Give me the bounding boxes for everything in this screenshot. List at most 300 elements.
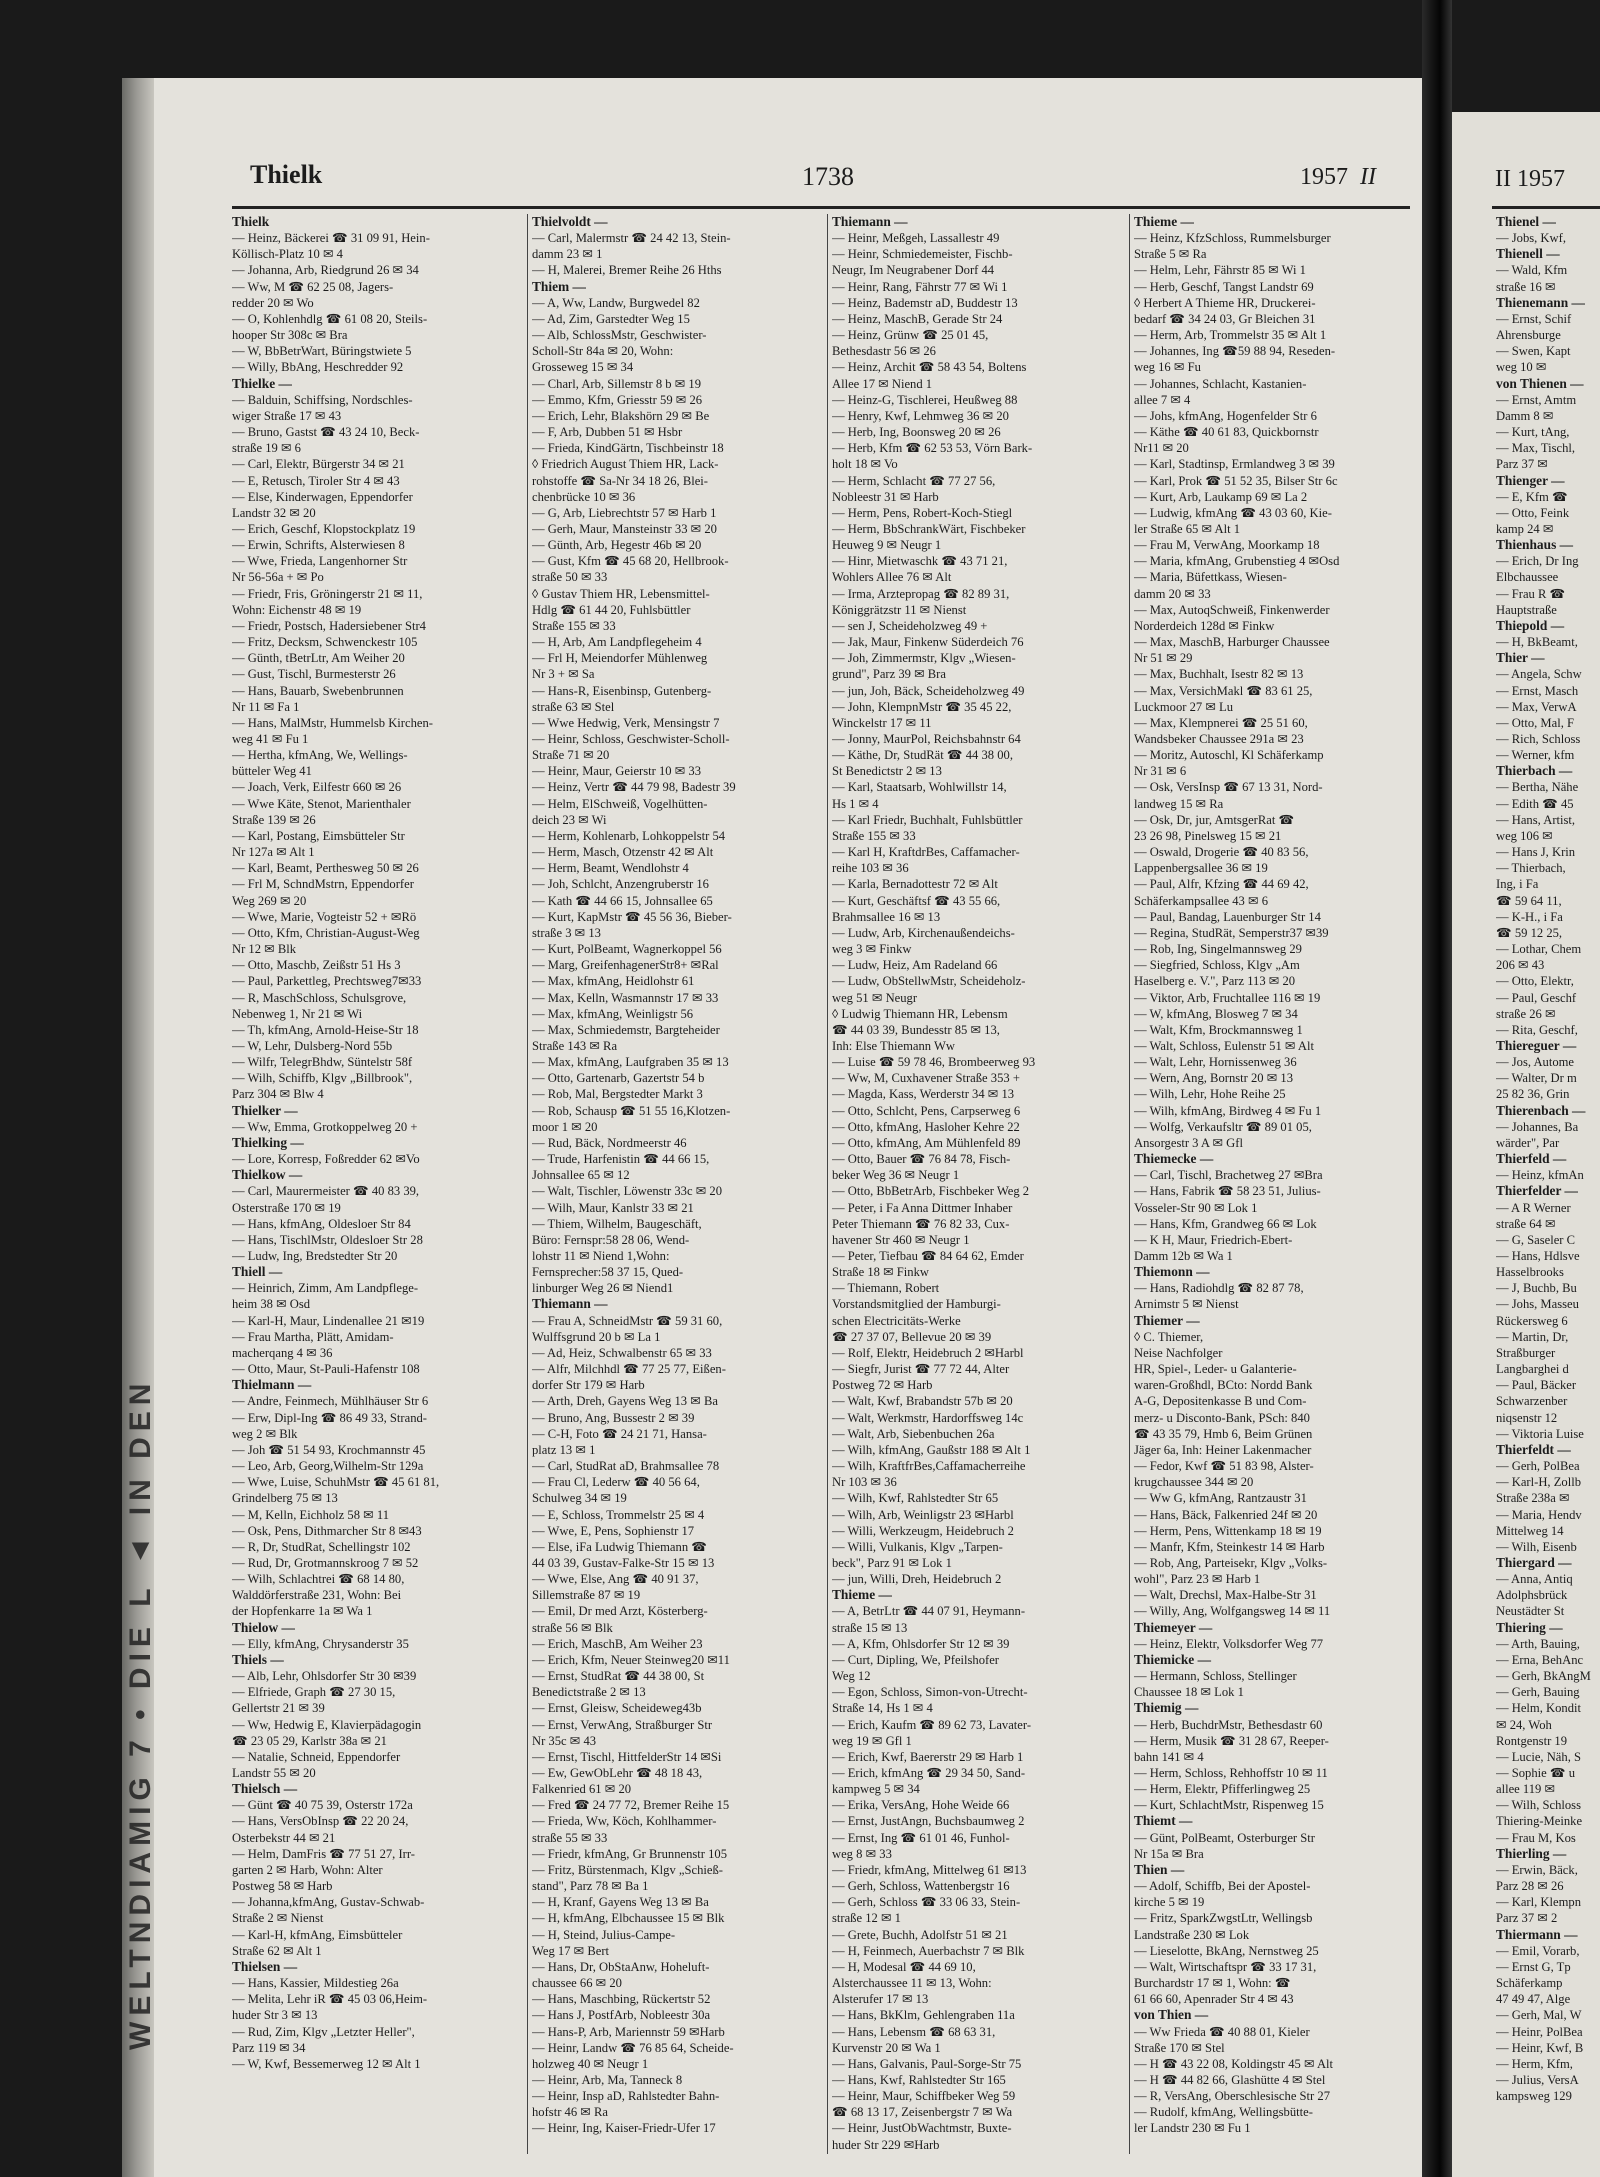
- directory-entry-line: ler Landstr 230 ✉ Fu 1: [1134, 2121, 1251, 2136]
- directory-entry-line: Ansorgestr 3 A ✉ Gfl: [1134, 1135, 1243, 1150]
- directory-entry-line: — Siegfr, Jurist ☎ 77 72 44, Alter: [832, 1362, 1010, 1377]
- directory-entry-line: — Grete, Buchh, Adolfstr 51 ✉ 21: [832, 1927, 1008, 1942]
- directory-entry-line: — Rud, Dr, Grotmannskroog 7 ✉ 52: [232, 1555, 419, 1570]
- directory-entry-line: — Wilh, Schiffb, Klgv „Billbrook",: [232, 1071, 413, 1086]
- directory-entry-line: — Ludw, ObStellwMstr, Scheideholz-: [832, 974, 1026, 989]
- directory-entry-line: — Karl H, KraftdrBes, Caffamacher-: [832, 845, 1020, 860]
- directory-entry-line: — Gerh, Bauing: [1496, 1685, 1580, 1700]
- directory-entry-line: — Max, kfmAng, Laufgraben 35 ✉ 13: [532, 1055, 729, 1070]
- directory-entry-line: der Hopfenkarre 1a ✉ Wa 1: [232, 1604, 373, 1619]
- column-divider: [827, 214, 828, 2154]
- directory-entry-line: — Alfr, Milchhdl ☎ 77 25 77, Eißen-: [532, 1362, 726, 1377]
- directory-entry-line: — Gust, Tischl, Burmesterstr 26: [232, 667, 396, 682]
- directory-entry-line: deich 23 ✉ Wi: [532, 812, 607, 827]
- page-number: 1738: [802, 162, 854, 191]
- directory-entry-line: Burchardstr 17 ✉ 1, Wohn: ☎: [1134, 1976, 1291, 1991]
- directory-entry-line: Thierenbach —: [1496, 1102, 1586, 1118]
- directory-entry-line: Parz 119 ✉ 34: [232, 2040, 306, 2055]
- directory-entry-line: Chaussee 18 ✉ Lok 1: [1134, 1685, 1244, 1700]
- directory-entry-line: — Heinr, PolBea: [1496, 2024, 1583, 2039]
- directory-entry-line: — Hans, Galvanis, Paul-Sorge-Str 75: [832, 2056, 1022, 2071]
- directory-entry-line: — Wald, Kfm: [1496, 263, 1568, 278]
- directory-entry-line: — Heinr, Meßgeh, Lassallestr 49: [832, 231, 1000, 246]
- directory-entry-line: — Hertha, kfmAng, We, Wellings-: [232, 748, 408, 763]
- directory-entry-line: — Carl, StudRat aD, Brahmsallee 78: [532, 1459, 720, 1474]
- directory-entry-line: — Bruno, Gastst ☎ 43 24 10, Beck-: [232, 425, 420, 440]
- directory-entry-line: — Jak, Maur, Finkenw Süderdeich 76: [832, 635, 1024, 650]
- directory-entry-line: — Walt, Arb, Siebenbuchen 26a: [832, 1426, 995, 1441]
- directory-entry-line: — F, Arb, Dubben 51 ✉ Hsbr: [532, 425, 683, 440]
- directory-entry-line: — Jobs, Kwf,: [1496, 231, 1566, 246]
- directory-entry-line: Straße 2 ✉ Nienst: [232, 1911, 324, 1926]
- directory-entry-line: — Erich, kfmAng ☎ 29 34 50, Sand-: [832, 1766, 1026, 1780]
- directory-entry-line: Rontgenstr 19: [1496, 1733, 1568, 1748]
- directory-entry-line: — Kurt, Geschäftsf ☎ 43 55 66,: [832, 893, 1001, 908]
- directory-entry-line: ☎ 44 03 39, Bundesstr 85 ✉ 13,: [832, 1022, 1000, 1037]
- directory-entry-line: — Herm, Pens, Robert-Koch-Stiegl: [832, 505, 1013, 520]
- directory-entry-line: — Otto, kfmAng, Am Mühlenfeld 89: [832, 1135, 1021, 1150]
- directory-entry-line: — Herm, BbSchrankWärt, Fischbeker: [832, 521, 1026, 536]
- directory-entry-line: Nr 56-56a + ✉ Po: [232, 570, 324, 585]
- directory-entry-line: — sen J, Scheideholzweg 49 +: [832, 618, 988, 633]
- directory-entry-line: — Bruno, Ang, Bussestr 2 ✉ 39: [532, 1410, 695, 1425]
- directory-entry-line: — W, Lehr, Dulsberg-Nord 55b: [232, 1038, 393, 1053]
- directory-entry-line: beck", Parz 91 ✉ Lok 1: [832, 1555, 952, 1570]
- directory-entry-line: ☎ 27 37 07, Bellevue 20 ✉ 39: [832, 1329, 992, 1344]
- directory-entry-line: beker Weg 36 ✉ Neugr 1: [832, 1168, 960, 1183]
- directory-entry-line: Köllisch-Platz 10 ✉ 4: [232, 247, 343, 262]
- directory-entry-line: — Wwe, Luise, SchuhMstr ☎ 45 61 81,: [232, 1475, 440, 1490]
- directory-entry-line: — Wilh, Schlachtrei ☎ 68 14 80,: [232, 1572, 405, 1587]
- directory-entry-line: Neustädter St: [1496, 1604, 1565, 1619]
- directory-entry-line: macherqang 4 ✉ 36: [232, 1345, 333, 1360]
- directory-entry-line: — Karl-H, Zollb: [1496, 1475, 1581, 1490]
- directory-entry-line: — Kath ☎ 44 66 15, Johnsallee 65: [532, 893, 713, 908]
- directory-entry-line: Thielsen —: [232, 1958, 298, 1974]
- directory-entry-line: Brahmsallee 16 ✉ 13: [832, 909, 941, 924]
- directory-entry-line: — Regina, StudRät, Semperstr37 ✉39: [1134, 925, 1329, 940]
- directory-entry-line: — Elfriede, Graph ☎ 27 30 15,: [232, 1685, 396, 1700]
- directory-entry-line: Thiemonn —: [1134, 1264, 1210, 1280]
- directory-entry-line: — Heinz, Grünw ☎ 25 01 45,: [832, 328, 989, 343]
- directory-entry-line: — Moritz, Autoschl, Kl Schäferkamp: [1134, 748, 1324, 763]
- directory-entry-line: — R, MaschSchloss, Schulsgrove,: [232, 990, 407, 1005]
- directory-entry-line: — Hans J, Krin: [1496, 845, 1576, 860]
- directory-entry-line: — G, Arb, Liebrechtstr 57 ✉ Harb 1: [532, 505, 717, 520]
- directory-entry-line: Peter Thiemann ☎ 76 82 33, Cux-: [832, 1216, 1010, 1231]
- directory-entry-line: — Ad, Zim, Garstedter Weg 15: [532, 311, 690, 326]
- directory-entry-line: — Joh, Schlcht, Anzengruberstr 16: [532, 877, 709, 892]
- directory-entry-line: — Max, VerwA: [1496, 699, 1577, 714]
- directory-entry-line: — Trude, Harfenistin ☎ 44 66 15,: [532, 1152, 710, 1167]
- directory-entry-line: Damm 12b ✉ Wa 1: [1134, 1249, 1233, 1263]
- directory-entry-line: — Osk, Pens, Dithmarcher Str 8 ✉43: [232, 1523, 422, 1538]
- directory-entry-line: Alsterchaussee 11 ✉ 13, Wohn:: [832, 1976, 992, 1991]
- directory-entry-line: Mittelweg 14: [1496, 1523, 1564, 1538]
- directory-entry-line: — Ww, M, Cuxhavener Straße 353 +: [832, 1071, 1020, 1086]
- directory-entry-line: — Paul, Bandag, Lauenburger Str 14: [1134, 909, 1321, 924]
- directory-entry-line: weg 10 ✉: [1496, 360, 1547, 375]
- directory-entry-line: Thierling —: [1496, 1845, 1567, 1861]
- directory-entry-line: — Else, Kinderwagen, Eppendorfer: [232, 489, 413, 504]
- directory-entry-line: — Egon, Schloss, Simon-von-Utrecht-: [832, 1685, 1028, 1700]
- directory-entry-line: — H, Kranf, Gayens Weg 13 ✉ Ba: [532, 1895, 709, 1910]
- directory-entry-line: ☎ 43 35 79, Hmb 6, Beim Grünen: [1134, 1426, 1313, 1441]
- directory-entry-line: Schwarzenber: [1496, 1394, 1568, 1409]
- directory-entry-line: Thierfeldt —: [1496, 1441, 1571, 1457]
- directory-entry-line: straße 26 ✉: [1496, 1006, 1556, 1021]
- directory-entry-line: — Herm, Masch, Otzenstr 42 ✉ Alt: [532, 845, 714, 860]
- directory-entry-line: damm 20 ✉ 33: [1134, 586, 1211, 601]
- directory-entry-line: — Emil, Dr med Arzt, Kösterberg-: [532, 1604, 708, 1619]
- directory-entry-line: — Edith ☎ 45: [1496, 796, 1574, 811]
- directory-entry-line: Alsterufer 17 ✉ 13: [832, 1992, 929, 2007]
- directory-entry-line: Wohn: Eichenstr 48 ✉ 19: [232, 602, 362, 617]
- directory-entry-line: Königgrätzstr 11 ✉ Nienst: [832, 602, 967, 617]
- directory-entry-line: — Johs, kfmAng, Hogenfelder Str 6: [1134, 408, 1317, 423]
- header-keyword: Thielk: [250, 160, 323, 189]
- directory-entry-line: allee 7 ✉ 4: [1134, 392, 1191, 407]
- directory-entry-line: ✉ 24, Woh: [1496, 1717, 1552, 1732]
- directory-entry-line: — Willy, Ang, Wolfgangsweg 14 ✉ 11: [1134, 1604, 1331, 1619]
- directory-entry-line: — Karl, Postang, Eimsbütteler Str: [232, 828, 405, 843]
- directory-entry-line: Thielking —: [232, 1134, 304, 1150]
- directory-entry-line: — Ernst, Amtm: [1496, 392, 1577, 407]
- directory-entry-line: — Otto, Schlcht, Pens, Carpserweg 6: [832, 1103, 1021, 1118]
- directory-entry-line: — Ernst, Ing ☎ 61 01 46, Funhol-: [832, 1830, 1010, 1845]
- directory-entry-line: Thiemig —: [1134, 1700, 1199, 1716]
- directory-entry-line: straße 55 ✉ 33: [532, 1830, 608, 1845]
- directory-entry-line: Thiemer —: [1134, 1312, 1200, 1328]
- directory-entry-line: Thien —: [1134, 1861, 1185, 1877]
- directory-entry-line: Jäger 6a, Inh: Heiner Lakenmacher: [1134, 1442, 1312, 1457]
- directory-entry-line: chenbrücke 10 ✉ 36: [532, 489, 636, 504]
- directory-entry-line: — Frau A, SchneidMstr ☎ 59 31 60,: [532, 1313, 723, 1328]
- directory-entry-line: — Ernst, Tischl, HittfelderStr 14 ✉Si: [532, 1749, 722, 1764]
- directory-entry-line: — Karl, Prok ☎ 51 52 35, Bilser Str 6c: [1134, 473, 1338, 488]
- directory-entry-line: Neise Nachfolger: [1134, 1345, 1223, 1360]
- directory-entry-line: — Kurt, PolBeamt, Wagnerkoppel 56: [532, 942, 722, 957]
- directory-entry-line: — Paul, Bäcker: [1496, 1378, 1577, 1393]
- directory-entry-line: — Otto, Elektr,: [1496, 974, 1574, 989]
- directory-entry-line: — Wwe Käte, Stenot, Marienthaler: [232, 796, 411, 811]
- directory-entry-line: — Hermann, Schloss, Stellinger: [1134, 1669, 1297, 1684]
- directory-entry-line: Nobleestr 31 ✉ Harb: [832, 489, 939, 504]
- directory-entry-line: — Ernst, Schif: [1496, 311, 1572, 326]
- directory-entry-line: — Hans, Kassier, Mildestieg 26a: [232, 1976, 399, 1991]
- directory-entry-line: — Paul, Alfr, Kfzing ☎ 44 69 42,: [1134, 877, 1309, 892]
- directory-entry-line: — Rud, Bäck, Nordmeerstr 46: [532, 1135, 687, 1150]
- directory-entry-line: — Karl Friedr, Buchhalt, Fuhlsbüttler: [832, 812, 1023, 827]
- directory-entry-line: — Gerh, Schloss ☎ 33 06 33, Stein-: [832, 1895, 1021, 1910]
- directory-entry-line: — Heinz, Elektr, Volksdorfer Weg 77: [1134, 1636, 1324, 1651]
- directory-entry-line: — Rob, Ing, Singelmannsweg 29: [1134, 942, 1302, 957]
- directory-entry-line: — Curt, Dipling, We, Pfeilshofer: [832, 1652, 1000, 1667]
- directory-entry-line: Thiereguer —: [1496, 1037, 1577, 1053]
- directory-entry-line: — Frieda, KindGärtn, Tischbeinstr 18: [532, 441, 724, 456]
- directory-entry-line: straße 56 ✉ Blk: [532, 1620, 613, 1635]
- directory-entry-line: — Ludw, Heiz, Am Radeland 66: [832, 958, 998, 973]
- directory-entry-line: — Erich, Geschf, Klopstockplatz 19: [232, 521, 416, 536]
- directory-entry-line: wiger Straße 17 ✉ 43: [232, 408, 342, 423]
- directory-entry-line: reihe 103 ✉ 36: [832, 861, 909, 876]
- directory-entry-line: — Otto, BbBetrArb, Fischbeker Weg 2: [832, 1184, 1030, 1199]
- directory-entry-line: — Frau M, Kos: [1496, 1830, 1576, 1845]
- right-header-rule: [1492, 206, 1600, 209]
- directory-entry-line: — E, Retusch, Tiroler Str 4 ✉ 43: [232, 473, 400, 488]
- directory-entry-line: — Helm, Lehr, Fährstr 85 ✉ Wi 1: [1134, 263, 1306, 278]
- directory-entry-line: Straße 14, Hs 1 ✉ 4: [832, 1701, 933, 1716]
- directory-entry-line: Scholl-Str 84a ✉ 20, Wohn:: [532, 344, 674, 359]
- directory-entry-line: Büro: Fernspr:58 28 06, Wend-: [532, 1232, 690, 1247]
- directory-entry-line: von Thienen —: [1496, 375, 1584, 391]
- directory-entry-line: krugchaussee 344 ✉ 20: [1134, 1475, 1254, 1490]
- directory-entry-line: — Hans, Bäck, Falkenried 24f ✉ 20: [1134, 1507, 1318, 1522]
- directory-entry-line: — Gerh, Mal, W: [1496, 2008, 1582, 2023]
- directory-entry-line: Neugr, Im Neugrabener Dorf 44: [832, 263, 995, 278]
- directory-entry-line: — Hans, Kfm, Grandweg 66 ✉ Lok: [1134, 1216, 1317, 1231]
- directory-entry-line: — G, Saseler C: [1496, 1232, 1576, 1247]
- directory-entry-line: — K H, Maur, Friedrich-Ebert-: [1134, 1232, 1293, 1247]
- directory-entry-line: — Johs, Masseu: [1496, 1297, 1579, 1312]
- directory-entry-line: — H, BkBeamt,: [1496, 635, 1578, 650]
- directory-entry-line: heim 38 ✉ Osd: [232, 1297, 311, 1312]
- directory-entry-line: Landstr 32 ✉ 20: [232, 505, 316, 520]
- directory-entry-line: — Friedr, Postsch, Hadersiebener Str4: [232, 618, 426, 633]
- directory-entry-line: moor 1 ✉ 20: [532, 1119, 598, 1134]
- directory-entry-line: — A, Ww, Landw, Burgwedel 82: [532, 295, 700, 310]
- directory-entry-line: linburger Weg 26 ✉ Niend1: [532, 1281, 674, 1296]
- directory-entry-line: — Käthe, Dr, StudRät ☎ 44 38 00,: [832, 748, 1013, 763]
- directory-entry-line: — Wilh, Maur, Kanlstr 33 ✉ 21: [532, 1200, 694, 1215]
- book-gutter: [1422, 0, 1452, 2177]
- directory-entry-line: Osterbekstr 44 ✉ 21: [232, 1830, 336, 1845]
- directory-entry-line: — Heinrich, Zimm, Am Landpflege-: [232, 1281, 419, 1296]
- directory-entry-line: — Herm, Beamt, Wendlohstr 4: [532, 861, 689, 876]
- directory-entry-line: Osterstraße 170 ✉ 19: [232, 1200, 341, 1215]
- directory-entry-line: Schäferkampsallee 43 ✉ 6: [1134, 893, 1268, 908]
- directory-entry-line: — Helm, Kondit: [1496, 1701, 1582, 1716]
- directory-entry-line: — Viktoria Luise: [1496, 1426, 1584, 1441]
- directory-entry-line: Thielkow —: [232, 1167, 303, 1183]
- directory-entry-line: — Heinr, Kwf, B: [1496, 2040, 1584, 2055]
- directory-entry-line: — Karl, Stadtinsp, Ermlandweg 3 ✉ 39: [1134, 457, 1335, 472]
- directory-entry-line: — E, Schloss, Trommelstr 25 ✉ 4: [532, 1507, 705, 1522]
- directory-entry-line: weg 41 ✉ Fu 1: [232, 732, 309, 746]
- directory-entry-line: Schäferkamp: [1496, 1976, 1563, 1991]
- directory-entry-line: — Hinr, Mietwaschk ☎ 43 71 21,: [832, 554, 1008, 569]
- directory-entry-line: — J, Buchb, Bu: [1496, 1281, 1577, 1296]
- directory-entry-line: — Walt, Lehr, Hornissenweg 36: [1134, 1055, 1297, 1070]
- directory-entry-line: Nr11 ✉ 20: [1134, 441, 1189, 456]
- directory-entry-line: — Frau Martha, Plätt, Amidam-: [232, 1329, 394, 1344]
- directory-entry-line: — Peter, Tiefbau ☎ 84 64 62, Emder: [832, 1249, 1024, 1263]
- directory-entry-line: — Ww Frieda ☎ 40 88 01, Kieler: [1134, 2024, 1310, 2039]
- directory-entry-line: — Erich, Kwf, Baererstr 29 ✉ Harb 1: [832, 1749, 1024, 1764]
- directory-entry-line: Wohlers Allee 76 ✉ Alt: [832, 570, 952, 585]
- directory-entry-line: — John, KlempnMstr ☎ 35 45 22,: [832, 699, 1012, 714]
- directory-entry-line: Thienel —: [1496, 214, 1556, 229]
- directory-entry-line: Thiemicke —: [1134, 1651, 1211, 1667]
- directory-entry-line: Thiels —: [232, 1651, 284, 1667]
- directory-entry-line: Weg 17 ✉ Bert: [532, 1943, 610, 1958]
- directory-entry-line: weg 16 ✉ Fu: [1134, 360, 1201, 375]
- directory-entry-line: Kurvenstr 20 ✉ Wa 1: [832, 2040, 941, 2055]
- directory-entry-line: — Herm, Elektr, Pfifferlingweg 25: [1134, 1782, 1311, 1797]
- directory-entry-line: Straße 155 ✉ 33: [532, 618, 616, 633]
- directory-entry-line: — Walt, Kfm, Brockmannsweg 1: [1134, 1022, 1303, 1037]
- directory-entry-line: Weg 269 ✉ 20: [232, 893, 307, 908]
- directory-entry-line: platz 13 ✉ 1: [532, 1442, 596, 1457]
- directory-entry-line: St Benedictstr 2 ✉ 13: [832, 764, 942, 779]
- directory-entry-line: — Carl, Maurermeister ☎ 40 83 39,: [232, 1184, 420, 1199]
- directory-entry-line: Adolphsbrück: [1496, 1588, 1568, 1603]
- directory-entry-line: Vosseler-Str 90 ✉ Lok 1: [1134, 1200, 1258, 1215]
- directory-entry-line: — Thiem, Wilhelm, Baugeschäft,: [532, 1216, 702, 1231]
- directory-entry-line: — Alb, SchlossMstr, Geschwister-: [532, 328, 707, 343]
- directory-entry-line: — R, Dr, StudRat, Schellingstr 102: [232, 1539, 411, 1554]
- directory-entry-line: — Andre, Feinmech, Mühlhäuser Str 6: [232, 1394, 429, 1409]
- directory-entry-line: — Walter, Dr m: [1496, 1071, 1577, 1086]
- directory-entry-line: — Wwe, Frieda, Langenhorner Str: [232, 554, 408, 569]
- directory-entry-line: Langbarghei d: [1496, 1362, 1569, 1377]
- directory-entry-line: ☎ 68 13 17, Zeisenbergstr 7 ✉ Wa: [832, 2105, 1013, 2120]
- directory-entry-line: — Ernst, Masch: [1496, 683, 1579, 698]
- directory-entry-line: — Fritz, Bürstenmach, Klgv „Schieß-: [532, 1862, 723, 1877]
- directory-entry-line: — Rud, Zim, Klgv „Letzter Heller",: [232, 2024, 415, 2039]
- directory-entry-line: Thielke —: [232, 375, 292, 391]
- directory-entry-line: Parz 304 ✉ Blw 4: [232, 1087, 324, 1102]
- directory-entry-line: niqsenstr 12: [1496, 1410, 1558, 1425]
- directory-entry-line: — Herm, Musik ☎ 31 28 67, Reeper-: [1134, 1733, 1329, 1748]
- directory-entry-line: 206 ✉ 43: [1496, 958, 1545, 973]
- directory-entry-line: — Ad, Heiz, Schwalbenstr 65 ✉ 33: [532, 1345, 712, 1360]
- directory-entry-line: — Rolf, Elektr, Heidebruch 2 ✉Harbl: [832, 1345, 1024, 1360]
- directory-entry-line: — H, Feinmech, Auerbachstr 7 ✉ Blk: [832, 1943, 1025, 1958]
- directory-entry-line: — Wilh, Eisenb: [1496, 1539, 1577, 1554]
- directory-entry-line: — Kurt, SchlachtMstr, Rispenweg 15: [1134, 1798, 1324, 1813]
- directory-entry-line: — Walt, Werkmstr, Hardorffsweg 14c: [832, 1410, 1024, 1425]
- directory-entry-line: — Friedr, kfmAng, Mittelweg 61 ✉13: [832, 1862, 1027, 1877]
- directory-entry-line: Hdlg ☎ 61 44 20, Fuhlsbüttler: [532, 602, 691, 617]
- directory-entry-line: Thierbach —: [1496, 763, 1573, 779]
- directory-entry-line: — Erw, Dipl-Ing ☎ 86 49 33, Strand-: [232, 1410, 428, 1425]
- directory-entry-line: hofstr 46 ✉ Ra: [532, 2105, 608, 2120]
- directory-entry-line: — Joach, Verk, Eilfestr 660 ✉ 26: [232, 780, 402, 795]
- directory-entry-line: Thiergard —: [1496, 1554, 1572, 1570]
- directory-entry-line: — Otto, Maschb, Zeißstr 51 Hs 3: [232, 958, 401, 973]
- directory-entry-line: — Hans, Fabrik ☎ 58 23 51, Julius-: [1134, 1184, 1321, 1199]
- directory-entry-line: Thiem —: [532, 278, 586, 294]
- directory-entry-line: — Karl, Staatsarb, Wohlwillstr 14,: [832, 780, 1007, 795]
- directory-entry-line: — Hans, Maschbing, Rückertstr 52: [532, 1992, 711, 2007]
- directory-entry-line: ☎ 59 12 25,: [1496, 925, 1563, 940]
- directory-entry-line: Nebenweg 1, Nr 21 ✉ Wi: [232, 1006, 363, 1021]
- directory-entry-line: straße 3 ✉ 13: [532, 925, 601, 940]
- directory-entry-line: Bethesdastr 56 ✉ 26: [832, 344, 936, 359]
- directory-entry-line: Thieme —: [1134, 214, 1194, 229]
- directory-entry-line: weg 51 ✉ Neugr: [832, 990, 918, 1005]
- directory-entry-line: Straße 139 ✉ 26: [232, 812, 316, 827]
- directory-entry-line: — Lothar, Chem: [1496, 942, 1582, 957]
- directory-entry-line: ler Straße 65 ✉ Alt 1: [1134, 521, 1241, 536]
- directory-entry-line: — Otto, Gartenarb, Gazertstr 54 b: [532, 1071, 705, 1086]
- directory-entry-line: — Viktor, Arb, Fruchtallee 116 ✉ 19: [1134, 990, 1321, 1005]
- directory-entry-line: — Hans, Dr, ObStaAnw, Hoheluft-: [532, 1959, 710, 1974]
- directory-entry-line: — Max, MaschB, Harburger Chaussee: [1134, 635, 1330, 650]
- directory-entry-line: — Ww G, kfmAng, Rantzaustr 31: [1134, 1491, 1307, 1506]
- directory-entry-line: — Fritz, SparkZwgstLtr, Wellingsb: [1134, 1911, 1313, 1926]
- directory-entry-line: — Fritz, Decksm, Schwenckestr 105: [232, 635, 418, 650]
- directory-entry-line: — Natalie, Schneid, Eppendorfer: [232, 1749, 401, 1764]
- directory-entry-line: Falkenried 61 ✉ 20: [532, 1782, 632, 1797]
- directory-entry-line: — Henry, Kwf, Lehmweg 36 ✉ 20: [832, 408, 1009, 423]
- directory-entry-line: — Carl, Malermstr ☎ 24 42 13, Stein-: [532, 231, 731, 246]
- directory-entry-line: kamp 24 ✉: [1496, 521, 1554, 536]
- directory-entry-line: — Herm, Pens, Wittenkamp 18 ✉ 19: [1134, 1523, 1322, 1538]
- directory-entry-line: HR, Spiel-, Leder- u Galanterie-: [1134, 1362, 1297, 1377]
- directory-entry-line: — Herm, Kfm,: [1496, 2056, 1573, 2071]
- directory-entry-line: — Max, kfmAng, Heidlohstr 61: [532, 974, 695, 989]
- directory-entry-line: — Willi, Werkzeugm, Heidebruch 2: [832, 1523, 1014, 1538]
- directory-entry-line: Parz 28 ✉ 26: [1496, 1879, 1564, 1894]
- directory-entry-line: Thienemann —: [1496, 294, 1585, 310]
- directory-entry-line: — Wwe, E, Pens, Sophienstr 17: [532, 1523, 695, 1538]
- directory-entry-line: — Alb, Lehr, Ohlsdorfer Str 30 ✉39: [232, 1669, 417, 1684]
- directory-entry-line: Inh: Else Thiemann Ww: [832, 1038, 955, 1053]
- directory-entry-line: — Erwin, Schrifts, Alsterwiesen 8: [232, 538, 405, 553]
- directory-entry-line: — Frau Cl, Lederw ☎ 40 56 64,: [532, 1475, 700, 1490]
- directory-entry-line: Thieme —: [832, 1587, 892, 1603]
- directory-entry-line: Thienell —: [1496, 246, 1560, 262]
- directory-entry-line: weg 2 ✉ Blk: [232, 1426, 298, 1441]
- directory-entry-line: holt 18 ✉ Vo: [832, 457, 898, 472]
- directory-entry-line: chaussee 66 ✉ 20: [532, 1976, 622, 1991]
- directory-entry-line: — A, BetrLtr ☎ 44 07 91, Heymann-: [832, 1604, 1026, 1619]
- directory-entry-line: — Hans, MalMstr, Hummelsb Kirchen-: [232, 715, 433, 730]
- directory-entry-line: Thierfelder —: [1496, 1183, 1578, 1199]
- directory-entry-line: Nr 3 + ✉ Sa: [532, 667, 595, 682]
- directory-entry-line: — Bertha, Nähe: [1496, 780, 1579, 795]
- directory-entry-line: — Helm, ElSchweiß, Vogelhütten-: [532, 796, 708, 811]
- directory-entry-line: Weg 12: [832, 1669, 871, 1684]
- directory-entry-line: Thierfeld —: [1496, 1151, 1567, 1167]
- directory-entry-line: allee 119 ✉: [1496, 1782, 1556, 1797]
- directory-entry-line: Rückersweg 6: [1496, 1313, 1568, 1328]
- directory-entry-line: havener Str 460 ✉ Neugr 1: [832, 1232, 970, 1247]
- directory-entry-line: — K-H., i Fa: [1496, 909, 1563, 924]
- directory-entry-line: — Ww, Hedwig E, Klavierpädagogin: [232, 1717, 422, 1732]
- directory-entry-line: Gellertstr 21 ✉ 39: [232, 1701, 325, 1716]
- directory-entry-line: — Hans, Hdlsve: [1496, 1249, 1580, 1263]
- directory-entry-line: — H ☎ 43 22 08, Koldingstr 45 ✉ Alt: [1134, 2056, 1334, 2071]
- directory-entry-line: Postweg 58 ✉ Harb: [232, 1879, 333, 1894]
- directory-entry-line: — Max, Schmiedemstr, Bargteheider: [532, 1022, 720, 1037]
- directory-entry-line: Straße 62 ✉ Alt 1: [232, 1943, 322, 1958]
- directory-entry-line: — Ww, Emma, Grotkoppelweg 20 +: [232, 1119, 418, 1134]
- directory-entry-line: — Julius, VersA: [1496, 2072, 1579, 2087]
- directory-entry-line: garten 2 ✉ Harb, Wohn: Alter: [232, 1862, 383, 1877]
- directory-entry-line: — Lucie, Näh, S: [1496, 1749, 1581, 1764]
- directory-entry-line: — Wwe Hedwig, Verk, Mensingstr 7: [532, 715, 720, 730]
- directory-entry-line: — Hans, Artist,: [1496, 812, 1576, 827]
- directory-entry-line: — Heinz, Vertr ☎ 44 79 98, Badestr 39: [532, 780, 736, 795]
- directory-entry-line: — Peter, i Fa Anna Dittmer Inhaber: [832, 1200, 1013, 1215]
- directory-entry-line: — Otto, Kfm, Christian-August-Weg: [232, 925, 420, 940]
- right-page-header: II 1957: [1495, 166, 1565, 192]
- directory-entry-line: — Helm, DamFris ☎ 77 51 27, Irr-: [232, 1846, 415, 1861]
- directory-entry-line: — Max, Tischl,: [1496, 441, 1576, 456]
